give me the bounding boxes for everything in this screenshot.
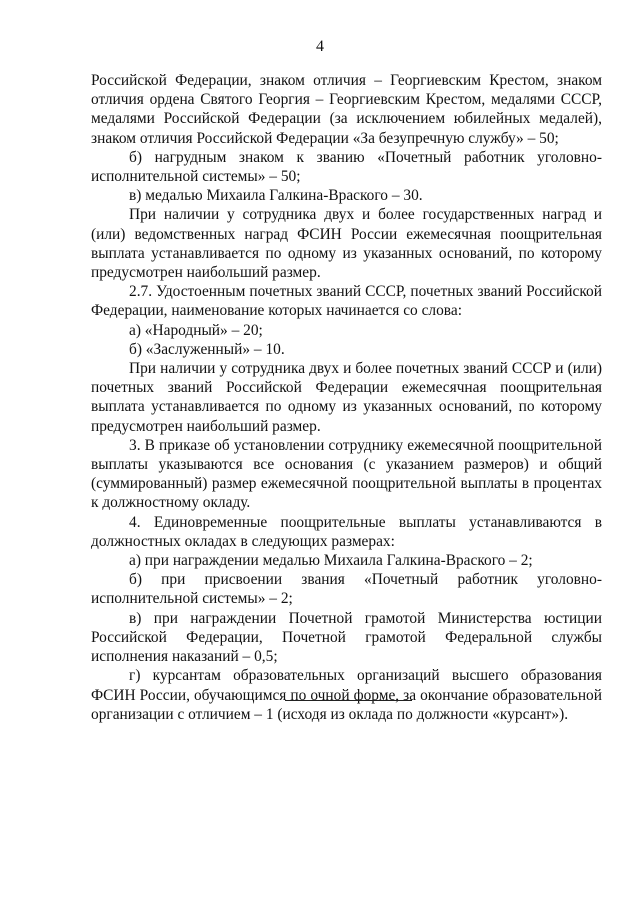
- paragraph-item-b-badge: б) нагрудным знаком к званию «Почетный работник уголовно-исполнительной системы» – 50;: [91, 148, 602, 186]
- paragraph-item-a-narodny: а) «Народный» – 20;: [129, 321, 263, 339]
- paragraph-item-v-medal: в) медалью Михаила Галкина-Враского – 30.: [129, 187, 423, 205]
- paragraph-section-4: 4. Единовременные поощрительные выплаты устанавливаются в должностных окладах в следующих размерах:: [91, 513, 602, 550]
- document-body: [91, 71, 602, 724]
- paragraph-section-3: 3. В приказе об установлении сотруднику ежемесячной поощрительной выплаты указываются все основания (с указанием размеров) и общий (суммированный) размер ежемесячной поощрительной выплаты в процентах к должностному окладу.: [91, 436, 602, 512]
- paragraph-continuation-awards: Российской Федерации, знаком отличия – Георгиевским Крестом, знаком отличия ордена Святого Георгия – Георгиевским Крестом, медалями СССР, медалями Российской Федерации (за исключением юбилейных медалей), знаком отличия Российской Федерации «За безупречную службу» – 50;: [91, 72, 602, 147]
- paragraph-item-b-zasluzhenny: б) «Заслуженный» – 10.: [129, 340, 285, 358]
- paragraph-multiple-titles-rule: При наличии у сотрудника двух и более почетных званий СССР и (или) почетных званий Российской Федерации ежемесячная поощрительная выплата устанавливается по одному из указанных оснований, по которому предусмотрен наибольший размер.: [91, 360, 602, 435]
- page-number: 4: [316, 38, 324, 55]
- paragraph-item-b-title-award: б) при присвоении звания «Почетный работник уголовно-исполнительной системы» – 2;: [91, 571, 602, 608]
- paragraph-section-2-7: 2.7. Удостоенным почетных званий СССР, почетных званий Российской Федерации, наименование которых начинается со слова:: [91, 283, 602, 320]
- closing-separator-line: [285, 700, 412, 701]
- paragraph-item-a-medal-award: а) при награждении медалью Михаила Галкина-Враского – 2;: [129, 552, 533, 570]
- paragraph-item-v-certificate: в) при награждении Почетной грамотой Министерства юстиции Российской Федерации, Почетной грамотой Федеральной службы исполнения наказаний – 0,5;: [91, 609, 602, 666]
- paragraph-multiple-awards-rule: При наличии у сотрудника двух и более государственных наград и (или) ведомственных наград ФСИН России ежемесячная поощрительная выплата устанавливается по одному из указанных оснований, по которому предусмотрен наибольший размер.: [91, 206, 602, 282]
- paragraph-item-g-cadets: г) курсантам образовательных организаций высшего образования ФСИН России, обучающимся по очной форме, за окончание образовательной организации с отличием – 1 (исходя из оклада по должности «курсант»).: [91, 667, 602, 723]
